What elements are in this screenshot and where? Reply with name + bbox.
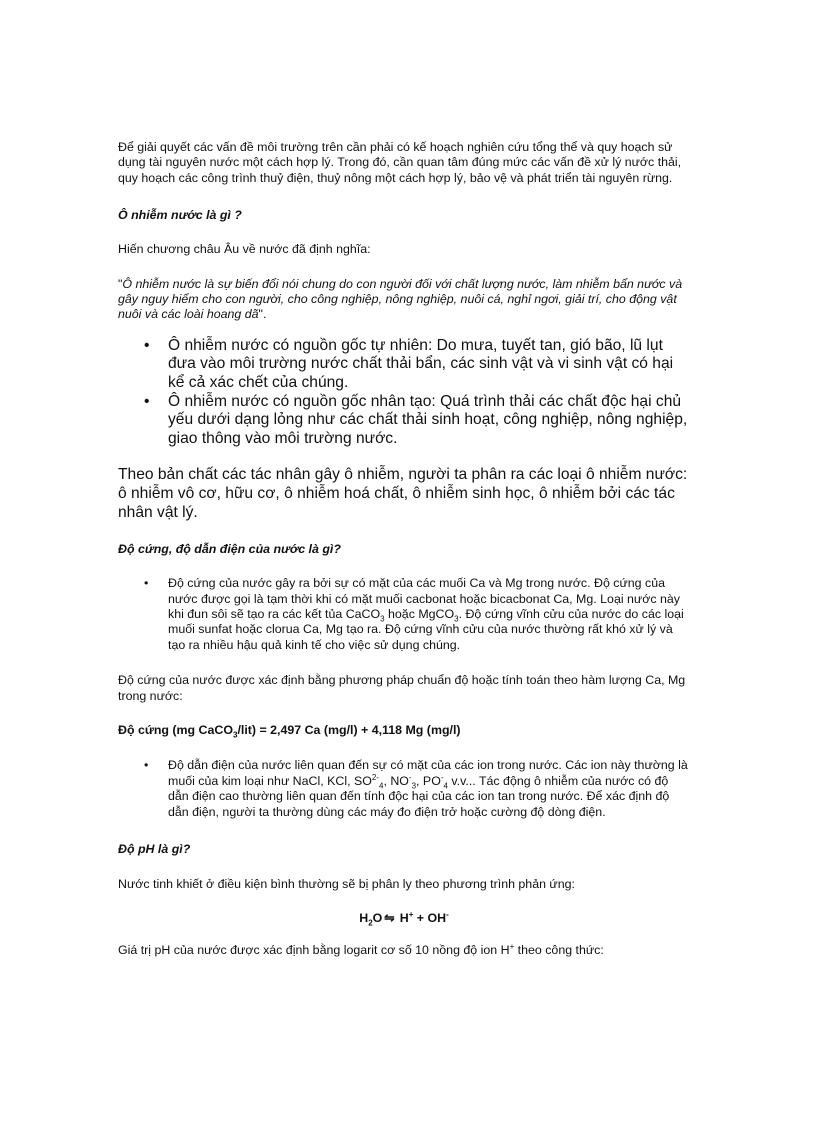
dissociation-paragraph: Nước tinh khiết ở điều kiện bình thường sẽ bị phân ly theo phương trình phản ứng: — [118, 877, 575, 892]
equilibrium-arrow-icon: ⇋ — [384, 911, 395, 926]
document-page — [118, 140, 690, 958]
bullet-icon: • — [144, 392, 150, 410]
heading-ph: Độ pH là gì? — [118, 842, 191, 857]
pollution-source-list — [118, 337, 690, 449]
heading-hardness-conductivity: Độ cứng, độ dẫn điện của nước là gì? — [118, 542, 341, 557]
charter-intro: Hiến chương châu Âu về nước đã định nghĩa: — [118, 242, 371, 257]
intro-paragraph: Để giải quyết các vấn đề môi trường trên cần phải có kế hoạch nghiên cứu tổng thể và quy hoạch sử dụng tài nguyên nước một cách hợp lý. Trong đó, cần quan tâm đúng mức các vấn đề xử lý nước thải, quy hoạch các công trình thuỷ điện, thuỷ nông một cách hợp lý, bảo vệ và phát triển tài nguyên rừng. — [118, 140, 682, 185]
list-item: • Ô nhiễm nước có nguồn gốc tự nhiên: Do mưa, tuyết tan, gió bão, lũ lụt đưa vào môi trường nước chất thải bẩn, các sinh vật và vi sinh vật có hại kể cả xác chết của chúng. — [144, 336, 674, 392]
bullet-icon: • — [144, 576, 149, 591]
list-item: • Độ dẫn điện của nước liên quan đến sự có mặt của các ion trong nước. Các ion này thường là muối của kim loại như NaCl, KCl, $SO^{2-}_4$, $NO^-_3$, $PO^-_4$ v.v... Tác động ô nhiễm của nước có độ dẫn điện cao thường liên quan đến tính độc hại của các ion tan trong nước. Để xác định độ dẫn điện, người ta thường dùng các máy đo điện trở hoặc cường độ dòng điện. — [144, 758, 688, 819]
bullet-icon: • — [144, 336, 150, 354]
dissociation-equation: $H_2O$ ⇋ H+ + OH- — [359, 910, 449, 928]
classification-paragraph: Theo bản chất các tác nhân gây ô nhiễm, người ta phân ra các loại ô nhiễm nước: ô nhiễm vô cơ, hữu cơ, ô nhiễm hoá chất, ô nhiễm sinh học, ô nhiễm bởi các tác nhân vật lý. — [118, 466, 688, 521]
quote-text: Ô nhiễm nước là sự biến đổi nói chung do con người đối với chất lượng nước, làm nhiễm bẩn nước và gây nguy hiểm cho con người, cho công nghiệp, nông nghiệp, nuôi cá, nghỉ ngơi, giải trí, cho động vật nuôi và các loài hoang dã — [118, 276, 683, 322]
ph-definition: Giá trị pH của nước được xác định bằng logarit cơ số 10 nồng độ ion H+ theo công thức: — [118, 941, 604, 957]
charter-quote: "Ô nhiễm nước là sự biến đổi nói chung do con người đối với chất lượng nước, làm nhiễm bẩn nước và gây nguy hiểm cho con người, cho công nghiệp, nông nghiệp, nuôi cá, nghỉ ngơi, giải trí, cho động vật nuôi và các loài hoang dã". — [118, 276, 683, 322]
hardness-formula: Độ cứng (mg CaCO$_3$/lit) = 2,497 Ca (mg/l) + 4,118 Mg (mg/l) — [118, 723, 461, 740]
conductivity-list — [118, 758, 690, 820]
list-item: • Độ cứng của nước gây ra bởi sự có mặt của các muối Ca và Mg trong nước. Độ cứng của nước được gọi là tạm thời khi có mặt muối cacbonat hoặc bicacbonat Ca, Mg. Loại nước này khi đun sôi sẽ tạo ra các kết tủa CaCO$_3$ hoặc MgCO$_3$. Độ cứng vĩnh cửu của nước do các loại muối sunfat hoặc clorua Ca, Mg tạo ra. Độ cứng vĩnh cửu của nước thường rất khó xử lý và tạo ra nhiều hậu quả kinh tế cho việc sử dụng chúng. — [144, 576, 684, 652]
bullet-icon: • — [144, 758, 149, 773]
hardness-list — [118, 576, 690, 653]
heading-water-pollution: Ô nhiễm nước là gì ? — [118, 208, 242, 223]
list-item: • Ô nhiễm nước có nguồn gốc nhân tạo: Quá trình thải các chất độc hại chủ yếu dưới dạng lỏng như các chất thải sinh hoạt, công nghiệp, nông nghiệp, giao thông vào môi trường nước. — [144, 392, 688, 447]
hardness-determination: Độ cứng của nước được xác định bằng phương pháp chuẩn độ hoặc tính toán theo hàm lượng Ca, Mg trong nước: — [118, 673, 686, 703]
